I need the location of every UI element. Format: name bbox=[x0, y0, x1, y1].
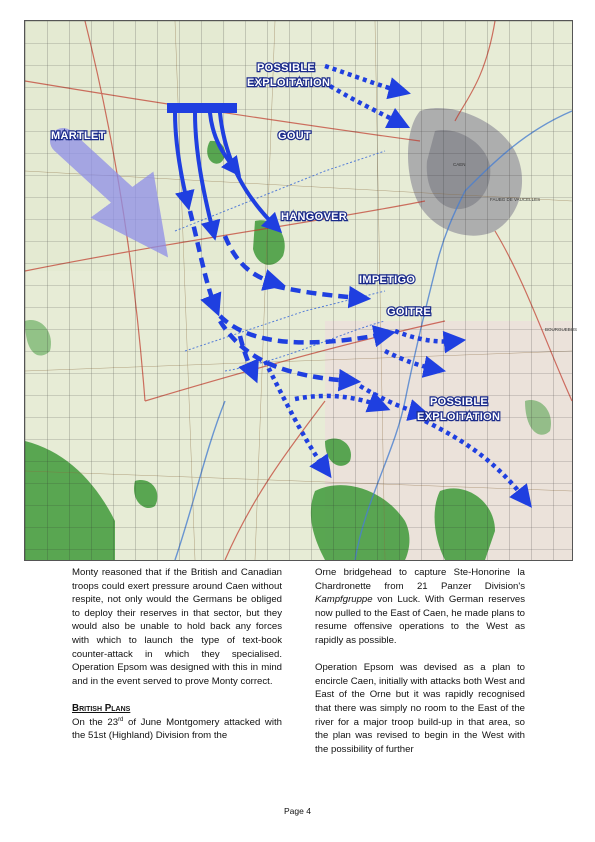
operation-map bbox=[24, 20, 578, 561]
town-label-caen: CAEN bbox=[453, 162, 466, 167]
start-line bbox=[167, 103, 237, 113]
section-heading-british-plans: British Plans bbox=[72, 702, 131, 714]
label-gout: GOUT bbox=[278, 130, 311, 142]
left-paragraph-1: Monty reasoned that if the British and Canadian troops could exert pressure around Caen without respite, not only would the Germans be obliged to deploy their reserves in that sector, but they would also be unable to hold back any forces with which to launch the type of text-book counter-attack in which they specialised. Operation Epsom was designed with this in mind and in the event served to prove Monty correct. bbox=[72, 567, 282, 687]
right-paragraph-1: Orne bridgehead to capture Ste-Honorine la Chardronette from 21 Panzer Division's Kampfgruppe von Luck. With German reserves now pulled to the East of Caen, he made plans to resume offensive operations to the West as rapidly as possible. bbox=[315, 567, 525, 646]
right-column bbox=[315, 566, 525, 770]
label-martlet: MARTLET bbox=[51, 130, 106, 142]
town-label-faubg: FAUBG DE VAUCELLES bbox=[490, 197, 541, 202]
label-impetigo: IMPETIGO bbox=[359, 274, 416, 286]
left-paragraph-2: On the 23rd of June Montgomery attacked with the 51st (Highland) Division from the bbox=[72, 716, 282, 742]
label-possible-exploitation-top-line2: EXPLOITATION bbox=[247, 77, 331, 89]
label-possible-exploitation-top-line1: POSSIBLE bbox=[257, 62, 316, 74]
map-svg bbox=[25, 21, 578, 560]
label-possible-exploitation-bottom-line2: EXPLOITATION bbox=[417, 411, 501, 423]
right-paragraph-2: Operation Epsom was devised as a plan to encircle Caen, initially with attacks both West and East of the Orne but it was rapidly recognised that there was simply no room to the East of the river for a major troop build-up in that area, so the plan was revised to begin in the West with the possibility of further bbox=[315, 662, 525, 755]
page-number: Page 4 bbox=[284, 806, 311, 816]
town-label-bourguebus: BOURGUEBUS bbox=[545, 327, 578, 332]
label-possible-exploitation-bottom-line1: POSSIBLE bbox=[430, 396, 489, 408]
label-hangover: HANGOVER bbox=[281, 211, 347, 223]
left-column bbox=[72, 566, 282, 756]
label-goitre: GOITRE bbox=[387, 306, 431, 318]
